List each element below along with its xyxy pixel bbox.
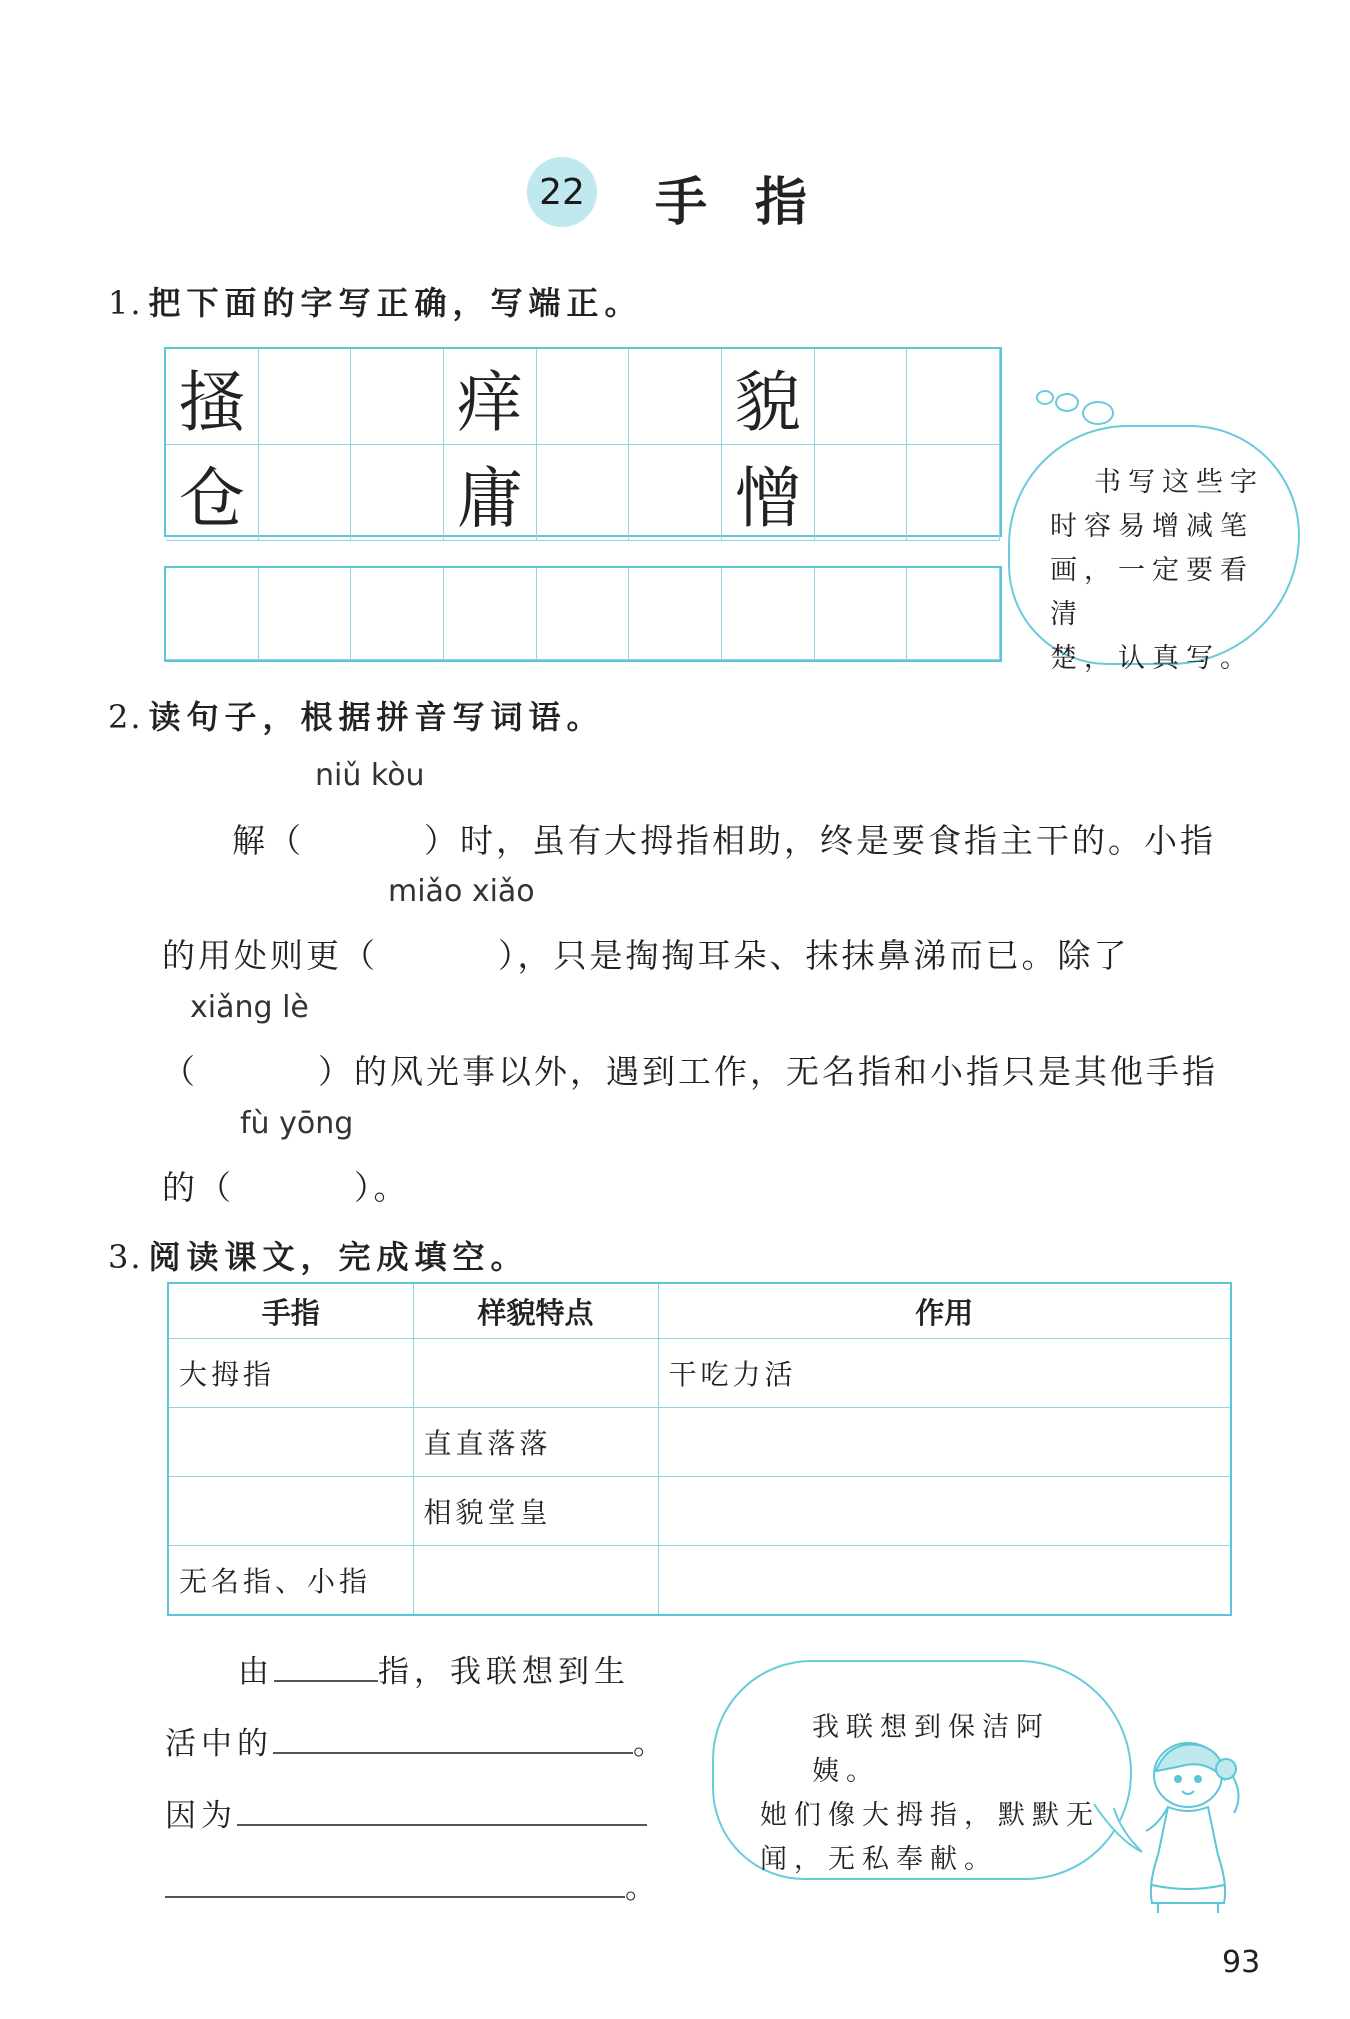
lesson-title: 手指 [655, 172, 856, 233]
table-cell: 相貌堂皇 [413, 1477, 658, 1546]
speech-bubble [712, 1660, 1132, 1880]
pinyin-1: niǔ kòu [315, 758, 425, 793]
sentence-text: ）时，虽有大拇指相助，终是要食指主干的。小指 [424, 821, 1216, 860]
table-cell: 大拇指 [168, 1339, 413, 1408]
sentence-text: （ [162, 1052, 198, 1091]
grid-cell[interactable] [815, 349, 908, 445]
table-row [168, 1477, 1231, 1546]
practice-cell[interactable] [722, 568, 815, 660]
fill-text: 由 [238, 1654, 274, 1690]
practice-cell[interactable] [351, 568, 444, 660]
grid-cell[interactable] [907, 445, 1000, 541]
grid-cell[interactable] [815, 445, 908, 541]
q1-number: 1. [108, 284, 143, 322]
speech-line: 她们像大拇指，默默无 [760, 1800, 1100, 1831]
tip-line: 楚，认真写。 [1050, 643, 1254, 674]
q2-instruction: 读句子，根据拼音写词语。 [148, 698, 605, 736]
sentence-text: 的用处则更（ [162, 936, 378, 975]
sentence-text: ）。 [354, 1168, 410, 1207]
tip-bubble [1008, 425, 1300, 674]
fill-line-3 [165, 1790, 647, 1835]
tip-line: 书写这些字 [1094, 467, 1264, 498]
tip-line: 画，一定要看清 [1050, 555, 1254, 630]
table-header-row [168, 1283, 1231, 1339]
fill-text: 。 [625, 1870, 661, 1906]
column-header: 样貌特点 [413, 1283, 658, 1339]
sentence-text: ）的风光事以外，遇到工作，无名指和小指只是其他手指 [318, 1052, 1218, 1091]
fill-text: 活中的 [165, 1726, 273, 1762]
table-cell: 无名指、小指 [168, 1546, 413, 1616]
fill-blank[interactable] [237, 1796, 647, 1826]
grid-cell[interactable] [351, 349, 444, 445]
table-cell-blank[interactable] [168, 1477, 413, 1546]
pinyin-4: fù yōng [240, 1106, 354, 1141]
q1-instruction: 把下面的字写正确，写端正。 [148, 284, 643, 322]
q3-instruction: 阅读课文，完成填空。 [148, 1238, 529, 1276]
q2-number: 2. [108, 698, 143, 736]
sentence-text: 解（ [232, 821, 304, 860]
grid-cell[interactable] [259, 445, 352, 541]
lesson-number: 22 [539, 171, 585, 213]
speech-line: 我联想到保洁阿姨。 [812, 1712, 1050, 1787]
thought-dot [1036, 390, 1054, 405]
grid-cell[interactable] [907, 349, 1000, 445]
pinyin-2: miǎo xiǎo [388, 874, 535, 909]
fill-line-2 [165, 1718, 669, 1763]
finger-table [167, 1282, 1232, 1616]
fill-blank[interactable] [274, 1652, 378, 1682]
speech-line: 闻，无私奉献。 [760, 1844, 998, 1875]
thought-dot [1082, 401, 1114, 425]
grid-cell[interactable] [537, 349, 630, 445]
table-cell: 干吃力活 [658, 1339, 1231, 1408]
fill-blank[interactable] [165, 1868, 625, 1898]
table-row [168, 1546, 1231, 1616]
fill-text: 。 [633, 1726, 669, 1762]
grid-cell[interactable] [629, 445, 722, 541]
practice-cell[interactable] [259, 568, 352, 660]
table-row [168, 1408, 1231, 1477]
grid-cell[interactable]: 憎 [722, 445, 815, 541]
practice-cell[interactable] [537, 568, 630, 660]
grid-cell[interactable]: 仓 [166, 445, 259, 541]
character-grid [164, 347, 1002, 537]
fill-text: 因为 [165, 1798, 237, 1834]
fill-blank[interactable] [273, 1724, 633, 1754]
grid-cell[interactable] [351, 445, 444, 541]
practice-cell[interactable] [815, 568, 908, 660]
column-header: 手指 [168, 1283, 413, 1339]
grid-cell[interactable]: 貌 [722, 349, 815, 445]
practice-cell[interactable] [907, 568, 1000, 660]
grid-cell[interactable]: 痒 [444, 349, 537, 445]
practice-cell[interactable] [166, 568, 259, 660]
fill-line-1 [238, 1646, 630, 1691]
sentence-line-3 [162, 1046, 1218, 1093]
grid-cell[interactable] [537, 445, 630, 541]
page-number: 93 [1222, 1945, 1261, 1980]
table-cell-blank[interactable] [413, 1546, 658, 1616]
table-cell-blank[interactable] [658, 1408, 1231, 1477]
fill-text: 指，我联想到生 [378, 1654, 630, 1690]
girl-illustration-icon [1128, 1735, 1248, 1915]
table-cell: 直直落落 [413, 1408, 658, 1477]
table-cell-blank[interactable] [168, 1408, 413, 1477]
grid-cell[interactable] [629, 349, 722, 445]
table-row [168, 1339, 1231, 1408]
column-header: 作用 [658, 1283, 1231, 1339]
grid-cell[interactable] [259, 349, 352, 445]
q3-heading [108, 1232, 529, 1278]
table-cell-blank[interactable] [413, 1339, 658, 1408]
practice-cell[interactable] [629, 568, 722, 660]
table-cell-blank[interactable] [658, 1477, 1231, 1546]
lesson-number-badge [527, 157, 597, 227]
sentence-line-4 [162, 1162, 410, 1209]
practice-grid [164, 566, 1002, 662]
tip-line: 时容易增减笔 [1050, 511, 1254, 542]
pinyin-3: xiǎng lè [190, 990, 309, 1025]
thought-dot [1055, 393, 1079, 412]
fill-line-4 [165, 1862, 661, 1907]
sentence-line-2 [162, 930, 1130, 977]
sentence-line-1 [232, 815, 1216, 862]
sentence-text: 的（ [162, 1168, 234, 1207]
grid-cell[interactable]: 庸 [444, 445, 537, 541]
q1-heading [108, 278, 643, 324]
q2-heading [108, 692, 605, 738]
practice-cell[interactable] [444, 568, 537, 660]
grid-cell[interactable]: 搔 [166, 349, 259, 445]
table-cell-blank[interactable] [658, 1546, 1231, 1616]
sentence-text: ），只是掏掏耳朵、抹抹鼻涕而已。除了 [498, 936, 1130, 975]
q3-number: 3. [108, 1238, 143, 1276]
